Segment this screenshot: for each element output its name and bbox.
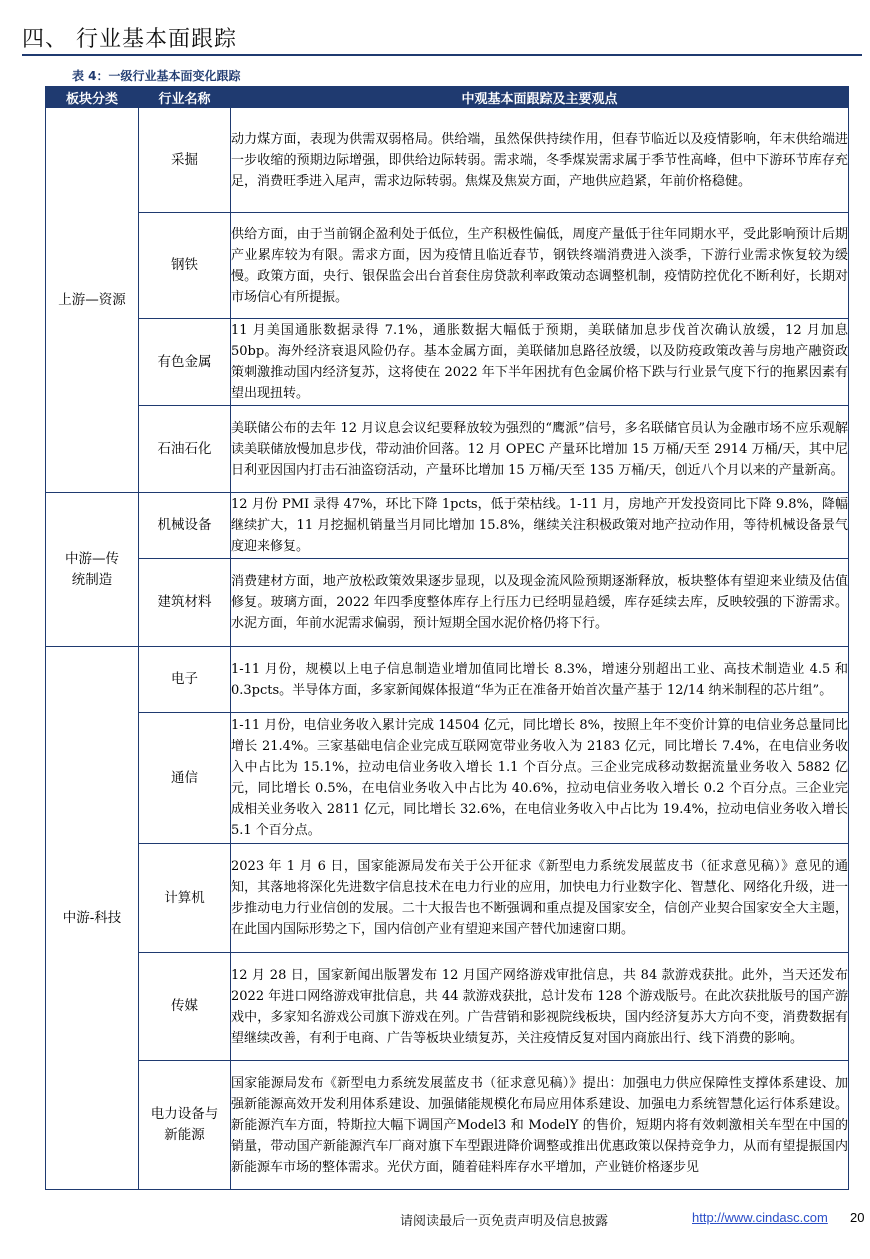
table-row — [46, 1061, 849, 1190]
viewpoint-cell: 消费建材方面，地产放松政策效果逐步显现，以及现金流风险预期逐渐释放，板块整体有望迎来业绩及估值修复。玻璃方面，2022 年四季度整体库存上行压力已经明显趋缓，库存延续去库，反映较强的下游需求。水泥方面，年前水泥需求偏弱，预计短期全国水泥价格仍将下行。 — [231, 559, 849, 647]
table-row — [46, 108, 849, 213]
table-row — [46, 844, 849, 953]
section-title: 四、 行业基本面跟踪 — [22, 27, 237, 52]
table-row — [46, 713, 849, 844]
industry-cell: 电力设备与新能源 — [139, 1061, 231, 1190]
viewpoint-cell: 动力煤方面，表现为供需双弱格局。供给端，虽然保供持续作用，但春节临近以及疫情影响，年末供给端进一步收缩的预期边际增强，即供给边际转弱。需求端，冬季煤炭需求属于季节性高峰，但中下游环节库存充足，消费旺季进入尾声，需求边际转弱。焦煤及焦炭方面，产地供应趋紧，年前价格稳健。 — [231, 108, 849, 213]
industry-tracking-table — [45, 86, 849, 1190]
table-row — [46, 647, 849, 713]
table-header-row — [46, 87, 849, 108]
table-row — [46, 953, 849, 1061]
viewpoint-cell: 2023 年 1 月 6 日，国家能源局发布关于公开征求《新型电力系统发展蓝皮书（征求意见稿）》意见的通知，其落地将深化先进数字信息技术在电力行业的应用，加快电力行业数字化、智慧化、网络化升级，进一步推动电力行业信创的发展。二十大报告也不断强调和重点提及国家安全，信创产业契合国家安全大主题，在此国内国际形势之下，国内信创产业有望迎来国产替代加速窗口期。 — [231, 844, 849, 953]
category-cell: 中游—传统制造 — [46, 493, 139, 647]
table-row — [46, 213, 849, 319]
industry-cell: 钢铁 — [139, 213, 231, 319]
viewpoint-cell: 美联储公布的去年 12 月议息会议纪要释放较为强烈的“鹰派”信号，多名联储官员认为金融市场不应乐观解读美联储放慢加息步伐，带动油价回落。12 月 OPEC 产量环比增加 15 万桶/天至 2914 万桶/天，其中尼日利亚因国内打击石油盗窃活动，产量环比增加 15 万桶/天至 135 万桶/天，创近八个月以来的产量新高。 — [231, 406, 849, 493]
viewpoint-cell: 1-11 月份，电信业务收入累计完成 14504 亿元，同比增长 8%，按照上年不变价计算的电信业务总量同比增长 21.4%。三家基础电信企业完成互联网宽带业务收入为 2183 亿元，同比增长 7.4%，在电信业务收入中占比为 15.1%，拉动电信业务收入增长 1.1 个百分点。三企业完成移动数据流量业务收入 5882 亿元，同比增长 0.5%，在电信业务收入中占比为 40.6%，拉动电信业务收入增长 0.2 个百分点。三企业完成相关业务收入 2811 亿元，同比增长 32.6%，在电信业务收入中占比为 19.4%，拉动电信业务收入增长 5.1 个百分点。 — [231, 713, 849, 844]
header-category: 板块分类 — [46, 87, 139, 108]
viewpoint-cell: 12 月份 PMI 录得 47%，环比下降 1pcts，低于荣枯线。1-11 月，房地产开发投资同比下降 9.8%，降幅继续扩大，11 月挖掘机销量当月同比增加 15.8%，继续关注积极政策对地产拉动作用，等待机械设备景气度迎来修复。 — [231, 493, 849, 559]
industry-cell: 采掘 — [139, 108, 231, 213]
table-row — [46, 319, 849, 406]
industry-cell: 电子 — [139, 647, 231, 713]
industry-cell: 建筑材料 — [139, 559, 231, 647]
table-caption: 表 4：一级行业基本面变化跟踪 — [72, 69, 241, 83]
viewpoint-cell: 11 月美国通胀数据录得 7.1%，通胀数据大幅低于预期，美联储加息步伐首次确认放缓，12 月加息 50bp。海外经济衰退风险仍存。基本金属方面，美联储加息路径放缓，以及防疫政策改善与房地产融资政策刺激推动国内经济复苏，这将使在 2022 年下半年困扰有色金属价格下跌与行业景气度下行的拖累因素有望出现扭转。 — [231, 319, 849, 406]
industry-cell: 传媒 — [139, 953, 231, 1061]
header-viewpoint: 中观基本面跟踪及主要观点 — [231, 87, 849, 108]
table-row — [46, 559, 849, 647]
page-number: 20 — [850, 1210, 865, 1225]
viewpoint-cell: 1-11 月份，规模以上电子信息制造业增加值同比增长 8.3%，增速分别超出工业、高技术制造业 4.5 和 0.3pcts。半导体方面，多家新闻媒体报道“华为正在准备开始首次量产基于 12/14 纳米制程的芯片组”。 — [231, 647, 849, 713]
table-row — [46, 493, 849, 559]
industry-cell: 机械设备 — [139, 493, 231, 559]
table-row — [46, 406, 849, 493]
viewpoint-cell: 供给方面，由于当前钢企盈利处于低位，生产积极性偏低，周度产量低于往年同期水平，受此影响预计后期产业累库较为有限。需求方面，因为疫情且临近春节，钢铁终端消费进入淡季，下游行业需求恢复较为缓慢。政策方面，央行、银保监会出台首套住房贷款利率政策动态调整机制，疫情防控优化不断利好，长期对市场信心有所提振。 — [231, 213, 849, 319]
industry-cell: 计算机 — [139, 844, 231, 953]
category-cell: 中游-科技 — [46, 647, 139, 1190]
industry-cell: 石油石化 — [139, 406, 231, 493]
industry-cell: 通信 — [139, 713, 231, 844]
footer-disclaimer: 请阅读最后一页免责声明及信息披露 — [400, 1214, 609, 1229]
section-header — [22, 18, 862, 56]
header-industry: 行业名称 — [139, 87, 231, 108]
industry-cell: 有色金属 — [139, 319, 231, 406]
footer-website-link[interactable]: http://www.cindasc.com — [692, 1210, 828, 1225]
category-cell: 上游—资源 — [46, 108, 139, 493]
viewpoint-cell: 12 月 28 日，国家新闻出版署发布 12 月国产网络游戏审批信息，共 84 款游戏获批。此外，当天还发布 2022 年进口网络游戏审批信息，共 44 款游戏获批，总计发布 128 个游戏版号。在此次获批版号的国产游戏中，多家知名游戏公司旗下游戏在列。广告营销和影视院线板块，国内经济复苏大方向不变，消费数据有望继续改善，有利于电商、广告等板块业绩复苏，关注疫情反复对国内商旅出行、线下消费的影响。 — [231, 953, 849, 1061]
viewpoint-cell: 国家能源局发布《新型电力系统发展蓝皮书（征求意见稿）》提出：加强电力供应保障性支撑体系建设、加强新能源高效开发利用体系建设、加强储能规模化布局应用体系建设、加强电力系统智慧化运行体系建设。新能源汽车方面，特斯拉大幅下调国产Model3 和 ModelY 的售价，短期内将有效刺激相关车型在中国的销量，带动国产新能源汽车厂商对旗下车型跟进降价调整或推出优惠政策以保持竞争力，从而有望提振国内新能源车市场的整体需求。光伏方面，随着硅料库存水平增加，产业链价格逐步见 — [231, 1061, 849, 1190]
